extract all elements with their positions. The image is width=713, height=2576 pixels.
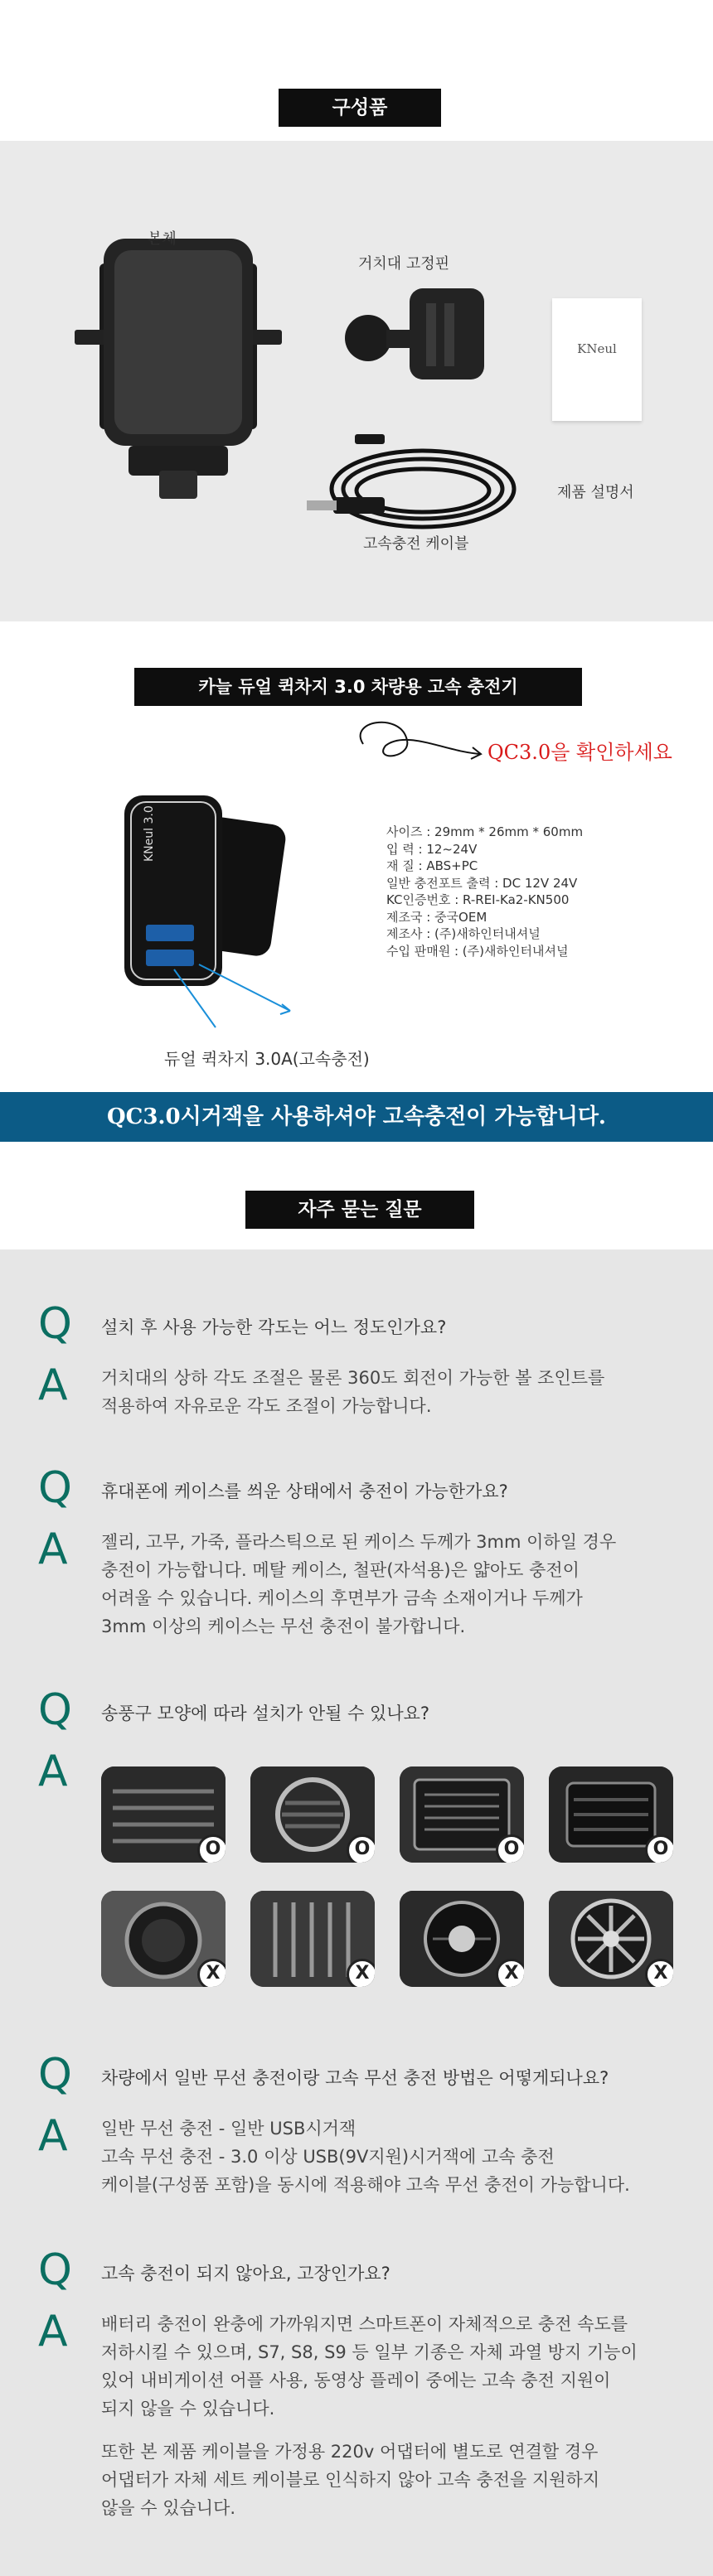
answer-text: 거치대의 상하 각도 조절은 물론 360도 회전이 가능한 볼 조인트를 적용하여 자유로운 각도 조절이 가능합니다.	[101, 1368, 605, 1416]
spec-size: 사이즈 : 29mm * 26mm * 60mm	[386, 824, 584, 839]
a-mark: A	[38, 1525, 68, 1574]
components-photo	[0, 141, 713, 621]
label-mount-pin: 거치대 고정핀	[358, 255, 450, 273]
vent-ng-3	[400, 1891, 524, 1987]
vent-ok-2	[250, 1766, 375, 1863]
a-mark: A	[38, 1747, 68, 1796]
faq-answer-2	[38, 1525, 685, 1652]
vent-ok-3	[400, 1766, 524, 1863]
ok-badge: O	[347, 1834, 375, 1863]
label-cable: 고속충전 케이블	[363, 535, 469, 553]
vent-ng-2	[250, 1891, 375, 1987]
question-text: 설치 후 사용 가능한 각도는 어느 정도인가요?	[101, 1317, 447, 1337]
answer-text: 배터리 충전이 완충에 가까워지면 스마트폰이 자체적으로 충전 속도를 저하시킬 수 있으며, S7, S8, S9 등 일부 기종은 자체 과열 방지 기능이 있어 내비게이션 어플 사용, 동영상 플레이 중에는 고속 충전 지원이 되지 않을 수 있습니다.	[101, 2314, 638, 2419]
holder-body-image	[66, 239, 290, 504]
q-mark: Q	[38, 1685, 72, 1735]
spec-list	[386, 824, 685, 959]
vent-ng-4	[549, 1891, 673, 1987]
faq-question-4	[38, 2050, 685, 2100]
manual-brand: KNeul	[577, 341, 617, 356]
components-title: 구성품	[279, 89, 441, 127]
port-arrows	[166, 953, 340, 1044]
question-text: 휴대폰에 케이스를 씌운 상태에서 충전이 가능한가요?	[101, 1481, 508, 1501]
callout-text: QC3.0을 확인하세요	[487, 741, 672, 764]
qc-banner: QC3.0시거잭을 사용하셔야 고속충전이 가능합니다.	[0, 1092, 713, 1142]
q-mark: Q	[38, 1299, 72, 1349]
spec-input: 입 력 : 12~24V	[386, 841, 478, 857]
faq-answer-5	[38, 2307, 685, 2559]
question-text: 고속 충전이 되지 않아요, 고장인가요?	[101, 2264, 390, 2284]
mount-pin-image	[340, 282, 497, 389]
ok-badge: O	[645, 1834, 673, 1863]
vent-ng-1	[101, 1891, 226, 1987]
spec-origin: 제조국 : 중국OEM	[386, 909, 487, 925]
q-mark: Q	[38, 2245, 72, 2295]
faq-question-1	[38, 1299, 685, 1349]
q-mark: Q	[38, 1463, 72, 1513]
ok-badge: O	[197, 1834, 226, 1863]
vent-ok-1	[101, 1766, 226, 1863]
callout-arrow	[348, 713, 489, 779]
question-text: 송풍구 모양에 따라 설치가 안될 수 있나요?	[101, 1704, 430, 1723]
ng-badge: X	[347, 1959, 375, 1987]
ng-badge: X	[197, 1959, 226, 1987]
a-mark: A	[38, 2111, 68, 2161]
question-text: 차량에서 일반 무선 충전이랑 고속 무선 충전 방법은 어떻게되나요?	[101, 2068, 609, 2088]
faq-answer-1	[38, 1360, 685, 1430]
a-mark: A	[38, 2307, 68, 2356]
ng-badge: X	[496, 1959, 524, 1987]
a-mark: A	[38, 1360, 68, 1410]
vent-ok-4	[549, 1766, 673, 1863]
faq-answer-4	[38, 2111, 685, 2206]
label-body: 본체	[148, 230, 177, 248]
answer-text: 젤리, 고무, 가죽, 플라스틱으로 된 케이스 두께가 3mm 이하일 경우 충전이 가능합니다. 메탈 케이스, 철판(자석용)은 얇아도 충전이 어려울 수 있습니다. 케이스의 후면부가 금속 소재이거나 두께가 3mm 이상의 케이스는 무선 충전이 불가합니다.	[101, 1532, 617, 1636]
spec-output: 일반 충전포트 출력 : DC 12V 24V	[386, 875, 578, 891]
label-manual: 제품 설명서	[557, 484, 634, 501]
charger-title: 카늘 듀얼 퀵차지 3.0 차량용 고속 충전기	[134, 668, 582, 706]
spec-kc: KC인증번호 : R-REI-Ka2-KN500	[386, 892, 570, 907]
port-caption: 듀얼 퀵차지 3.0A(고속충전)	[164, 1049, 370, 1069]
faq-section	[0, 1249, 713, 2576]
faq-title: 자주 묻는 질문	[245, 1191, 474, 1229]
answer-text: 일반 무선 충전 - 일반 USB시거잭 고속 무선 충전 - 3.0 이상 USB(9V지원)시거잭에 고속 충전 케이블(구성품 포함)을 동시에 적용해야 고속 무선 충전이 가능합니다.	[101, 2119, 630, 2195]
faq-question-3	[38, 1685, 685, 1735]
spec-maker: 제조사 : (주)새하인터내셔널	[386, 926, 541, 941]
spec-material: 재 질 : ABS+PC	[386, 858, 478, 873]
spec-importer: 수입 판매원 : (주)새하인터내셔널	[386, 943, 569, 959]
faq-question-5	[38, 2245, 685, 2295]
ng-badge: X	[645, 1959, 673, 1987]
ok-badge: O	[496, 1834, 524, 1863]
manual-image	[552, 298, 642, 421]
charger-brand: KNeul 3.0	[143, 805, 156, 862]
faq-question-2	[38, 1463, 685, 1513]
answer-text-2: 또한 본 제품 케이블을 가정용 220v 어댑터에 별도로 연결할 경우 어댑터가 자체 세트 케이블로 인식하지 않아 고속 충전을 지원하지 않을 수 있습니다.	[101, 2442, 600, 2518]
q-mark: Q	[38, 2050, 72, 2100]
